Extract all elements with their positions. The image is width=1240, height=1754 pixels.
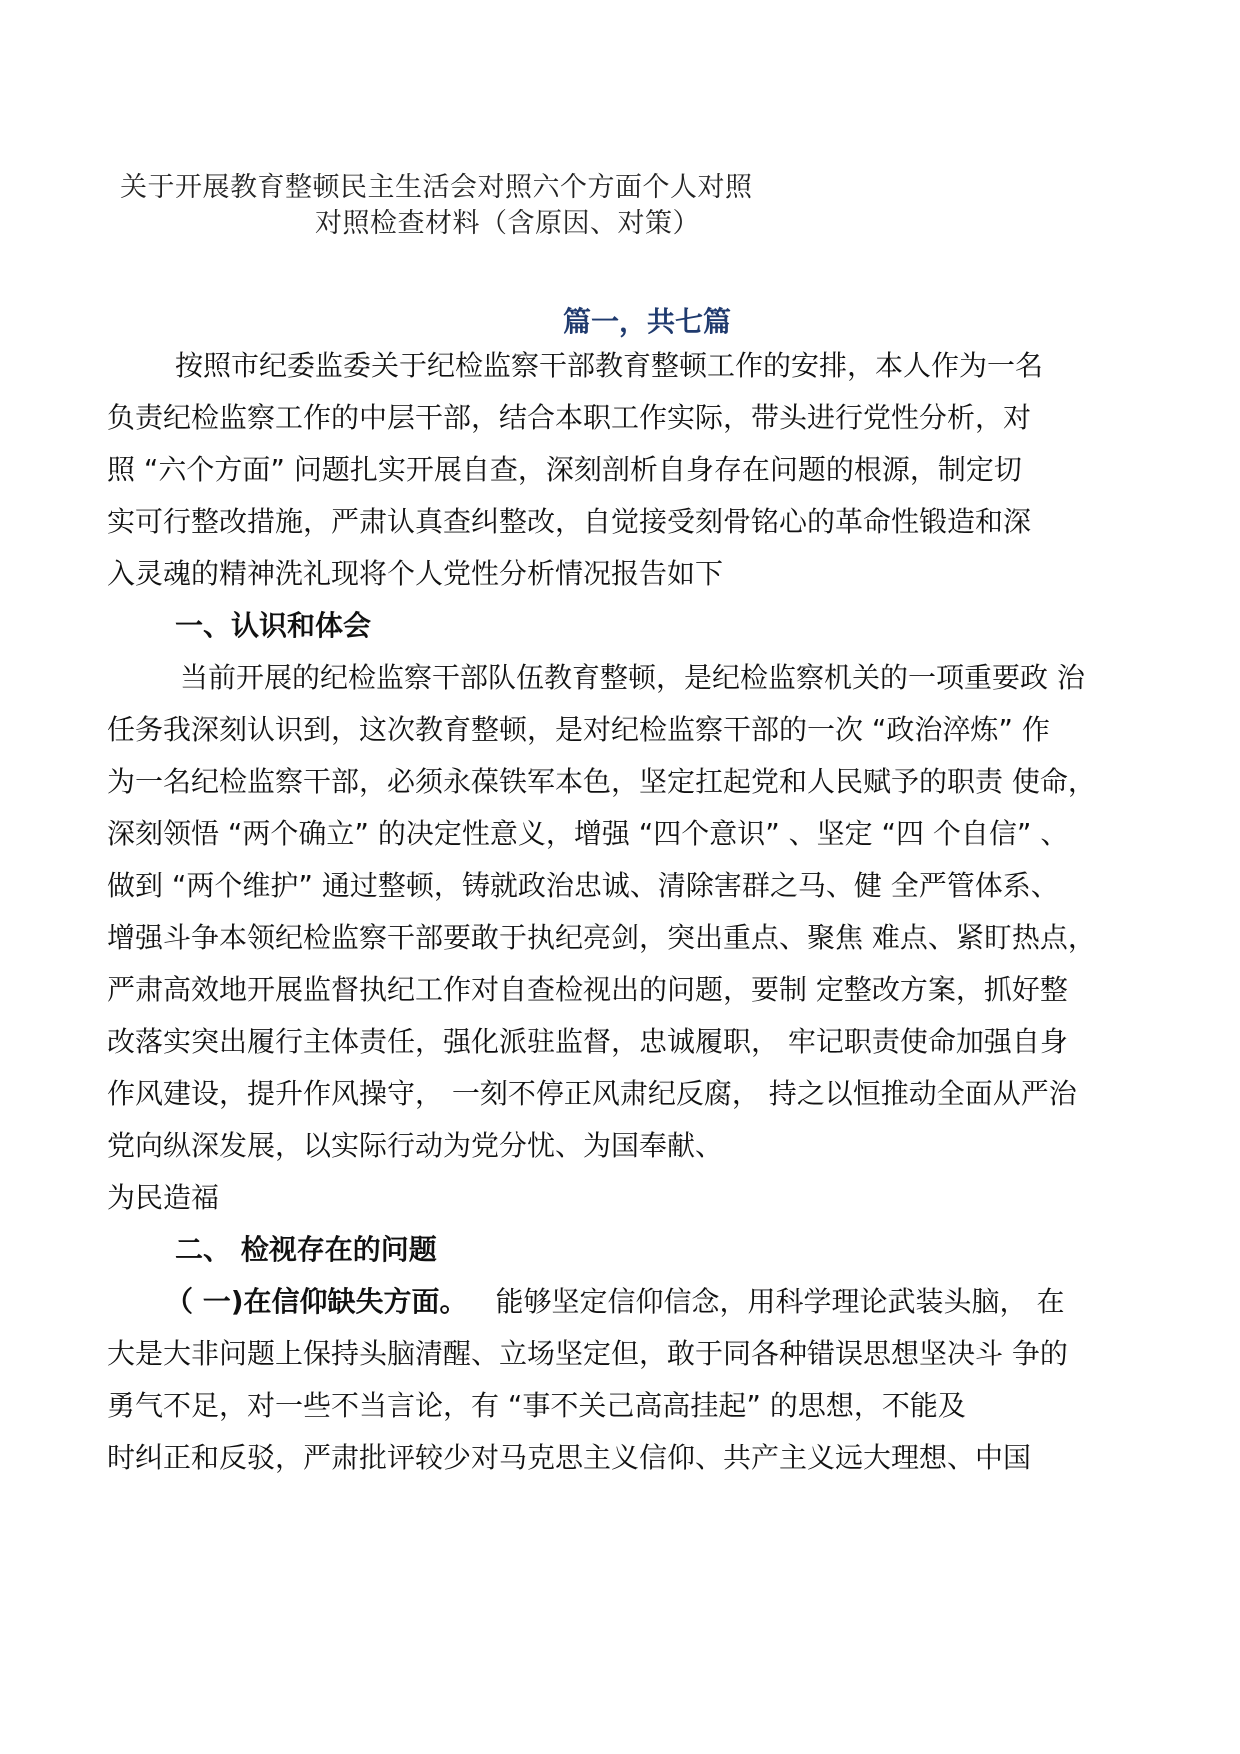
body-line: 照 “六个方面” 问题扎实开展自查，深刻剖析自身存在问题的根源，制定切 [107, 453, 1022, 486]
body-line: 增强斗争本领纪检监察干部要敢于执纪亮剑，突出重点、聚焦 难点、紧盯热点， [107, 921, 1096, 954]
subsection-text: 能够坚定信仰信念，用科学理论武装头脑， 在 [495, 1285, 1065, 1318]
body-line: 党向纵深发展，以实际行动为党分忧、为国奉献、 [107, 1129, 724, 1162]
document-title-line-2: 对照检查材料（含原因、对策） [315, 208, 700, 239]
body-line: 实可行整改措施，严肃认真查纠整改，自觉接受刻骨铭心的革命性锻造和深 [107, 505, 1032, 538]
body-line: 入灵魂的精神洗礼现将个人党性分析情况报告如下 [107, 557, 724, 590]
section-heading-2: 二、 检视存在的问题 [175, 1233, 437, 1266]
body-line: 为民造福 [107, 1181, 220, 1214]
body-line: 任务我深刻认识到，这次教育整顿，是对纪检监察干部的一次 “政治淬炼” 作 [107, 713, 1050, 746]
body-line: 时纠正和反驳，严肃批评较少对马克思主义信仰、共产主义远大理想、中国 [107, 1441, 1032, 1474]
body-line-with-subheading [165, 1282, 1225, 1322]
body-line: 深刻领悟 “两个确立” 的决定性意义，增强 “四个意识” 、坚定 “四 个自信” 、 [107, 817, 1069, 850]
body-line: 为一名纪检监察干部，必须永葆铁军本色，坚定扛起党和人民赋予的职责 使命， [107, 765, 1096, 798]
section-heading-1: 一、认识和体会 [175, 609, 372, 642]
document-title-line-1: 关于开展教育整顿民主生活会对照六个方面个人对照 [120, 172, 753, 203]
body-line: 勇气不足，对一些不当言论，有 “事不关己高高挂起” 的思想，不能及 [107, 1389, 966, 1422]
section-subtitle: 篇一，共七篇 [563, 305, 732, 338]
body-line: 作风建设，提升作风操守， 一刻不停正风肃纪反腐， 持之以恒推动全面从严治 [107, 1077, 1077, 1110]
body-line: 当前开展的纪检监察干部队伍教育整顿，是纪检监察机关的一项重要政 治 [180, 661, 1085, 694]
body-line: 做到 “两个维护” 通过整顿，铸就政治忠诚、清除害群之马、健 全严管体系、 [107, 869, 1059, 902]
body-line: 大是大非问题上保持头脑清醒、立场坚定但，敢于同各种错误思想坚决斗 争的 [107, 1337, 1068, 1370]
body-line: 严肃高效地开展监督执纪工作对自查检视出的问题，要制 定整改方案，抓好整 [107, 973, 1068, 1006]
body-line: 按照市纪委监委关于纪检监察干部教育整顿工作的安排，本人作为一名 [175, 349, 1044, 382]
body-line: 改落实突出履行主体责任，强化派驻监督，忠诚履职， 牢记职责使命加强自身 [107, 1025, 1068, 1058]
body-line: 负责纪检监察工作的中层干部，结合本职工作实际，带头进行党性分析，对 [107, 401, 1032, 434]
subsection-heading: （ 一)在信仰缺失方面。 [165, 1285, 468, 1318]
